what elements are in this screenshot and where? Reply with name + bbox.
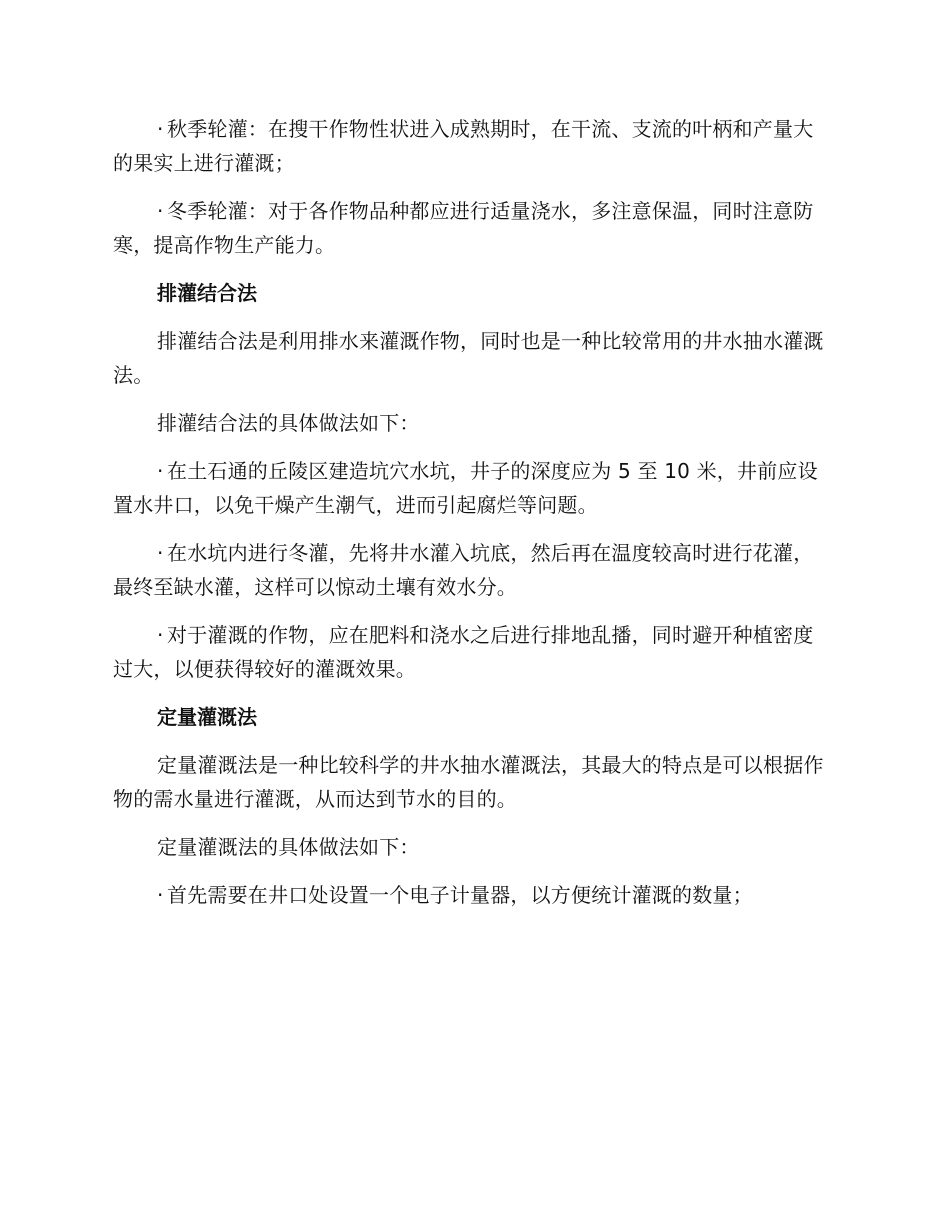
section-heading-drainage-irrigation: 排灌结合法 (157, 281, 257, 305)
bullet-item-pit-construction (113, 454, 833, 522)
paragraph-quantitative-intro: 定量灌溉法是一种比较科学的井水抽水灌溉法，其最大的特点是可以根据作物的需水量进行灌溉，从而达到节水的目的。 (113, 753, 824, 811)
bullet-text: 在土石通的丘陵区建造坑穴水坑，井子的深度应为 5 至 10 米，井前应设置水井口，以免干燥产生潮气，进而引起腐烂等问题。 (113, 459, 818, 517)
bullet-text: 冬季轮灌：对于各作物品种都应进行适量浇水，多注意保温，同时注意防寒，提高作物生产能力。 (113, 199, 814, 257)
bullet-marker: · (157, 541, 164, 565)
bullet-text: 在水坑内进行冬灌，先将井水灌入坑底，然后再在温度较高时进行花灌，最终至缺水灌，这样可以惊动土壤有效水分。 (113, 541, 814, 599)
section-heading-quantitative-irrigation: 定量灌溉法 (157, 705, 257, 729)
paragraph-drainage-method-lead: 排灌结合法的具体做法如下： (157, 411, 420, 435)
bullet-marker: · (157, 459, 164, 483)
bullet-marker: · (157, 623, 164, 647)
bullet-text: 对于灌溉的作物，应在肥料和浇水之后进行排地乱播，同时避开种植密度过大，以便获得较好的灌溉效果。 (113, 623, 814, 681)
document-body (113, 112, 833, 926)
bullet-item-crop-drainage (113, 618, 833, 686)
bullet-item-autumn-irrigation (113, 112, 833, 180)
bullet-text: 首先需要在井口处设置一个电子计量器，以方便统计灌溉的数量； (167, 883, 753, 907)
bullet-text: 秋季轮灌：在搜干作物性状进入成熟期时，在干流、支流的叶柄和产量大的果实上进行灌溉； (113, 117, 814, 175)
bullet-item-electronic-meter (113, 878, 833, 912)
bullet-marker: · (157, 883, 164, 907)
bullet-item-winter-pit-irrigation (113, 536, 833, 604)
bullet-marker: · (157, 117, 164, 141)
bullet-marker: · (157, 199, 164, 223)
bullet-item-winter-irrigation (113, 194, 833, 262)
paragraph-quantitative-method-lead: 定量灌溉法的具体做法如下： (157, 835, 420, 859)
paragraph-drainage-intro: 排灌结合法是利用排水来灌溉作物，同时也是一种比较常用的井水抽水灌溉法。 (113, 329, 824, 387)
